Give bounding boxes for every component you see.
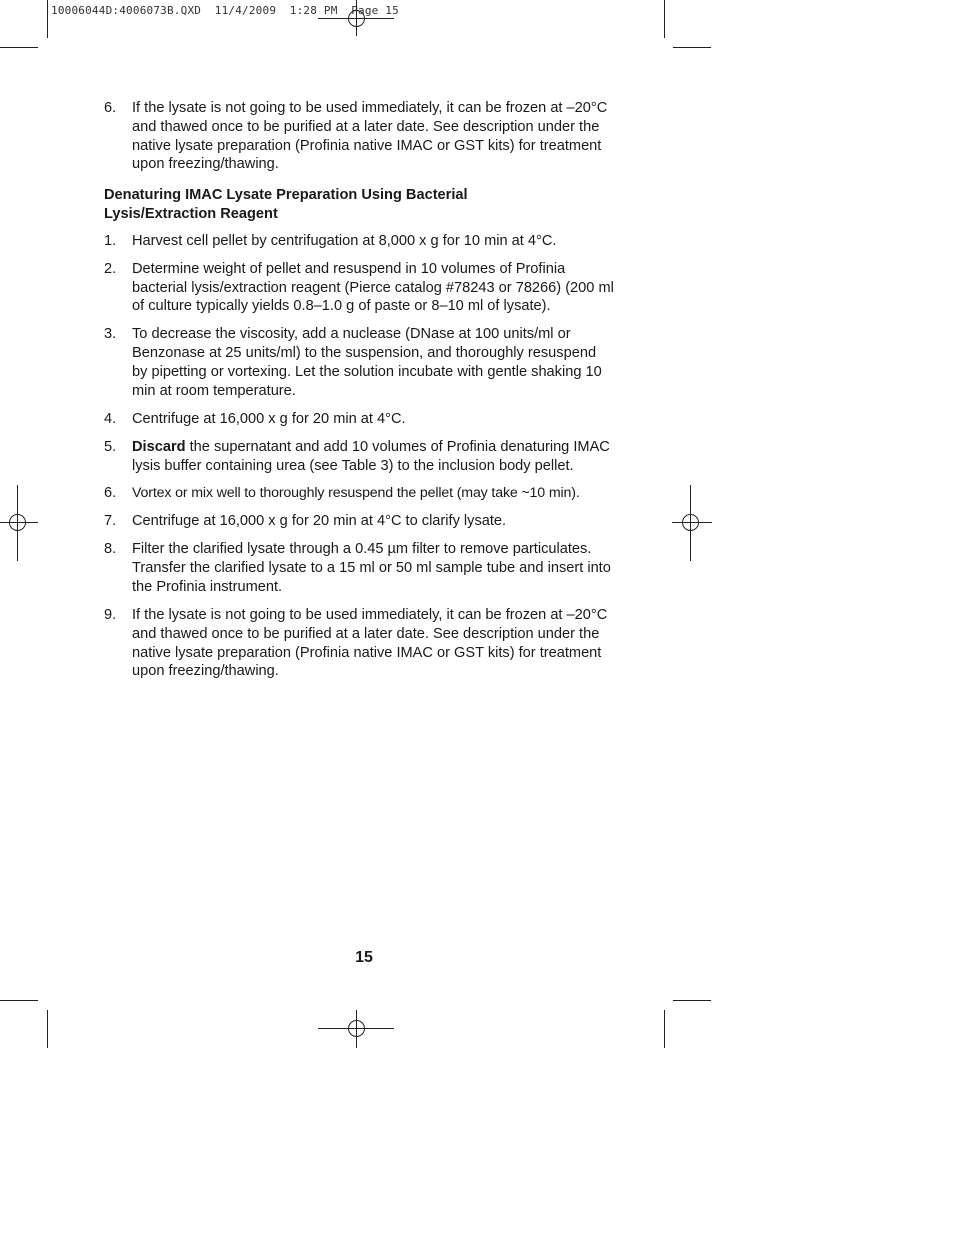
crop-mark-top-right-vertical bbox=[664, 0, 665, 38]
file-slug: 10006044D:4006073B.QXD 11/4/2009 1:28 PM Page 15 bbox=[51, 4, 399, 17]
list-item-text: Centrifuge at 16,000 x g for 20 min at 4°C. bbox=[132, 410, 406, 427]
list-item-number: 1. bbox=[104, 232, 117, 249]
list-item-text: the supernatant and add 10 volumes of Profinia denaturing IMAC lysis buffer containing urea (see Table 3) to the inclusion body pellet. bbox=[132, 438, 610, 474]
list-item-text: If the lysate is not going to be used immediately, it can be frozen at –20°C and thawed once to be purified at a later date. See description under the native lysate preparation (Profinia native IMAC or GST kits) for treatment upon freezing/thawing. bbox=[132, 607, 608, 680]
list-item bbox=[104, 410, 614, 429]
list-item-bold-lead: Discard bbox=[132, 438, 186, 455]
section-heading: Denaturing IMAC Lysate Preparation Using Bacterial Lysis/Extraction Reagent bbox=[104, 187, 468, 222]
registration-mark-left-icon bbox=[0, 485, 38, 561]
list-item-text: If the lysate is not going to be used immediately, it can be frozen at –20°C and thawed once to be purified at a later date. See description under the native lysate preparation (Profinia native IMAC or GST kits) for treatment upon freezing/thawing. bbox=[132, 100, 608, 173]
crop-mark-bottom-left-horizontal bbox=[0, 1000, 38, 1001]
list-item-number: 2. bbox=[104, 260, 117, 277]
crop-mark-top-left-vertical bbox=[47, 0, 48, 38]
list-item bbox=[104, 325, 614, 400]
crop-mark-top-right-horizontal bbox=[673, 47, 711, 48]
list-item bbox=[104, 438, 614, 476]
list-item-number: 4. bbox=[104, 410, 117, 427]
list-item bbox=[104, 232, 614, 251]
list-item-text: Determine weight of pellet and resuspend in 10 volumes of Profinia bacterial lysis/extraction reagent (Pierce catalog #78243 or 78266) (200 ml of culture typically yields 0.8–1.0 g of paste or 8–10 ml of lysate). bbox=[132, 260, 614, 315]
list-item-number: 5. bbox=[104, 438, 117, 455]
list-item-number: 6. bbox=[104, 485, 117, 502]
page-number: 15 bbox=[355, 949, 373, 966]
list-item-text: Vortex or mix well to thoroughly resuspend the pellet (may take ~10 min). bbox=[132, 485, 580, 502]
registration-mark-right-icon bbox=[672, 485, 712, 561]
list-item bbox=[104, 260, 614, 316]
list-item bbox=[104, 512, 614, 531]
crop-mark-top-left-horizontal bbox=[0, 47, 38, 48]
list-item-number: 7. bbox=[104, 513, 117, 530]
list-item bbox=[104, 540, 614, 596]
list-item-text: Harvest cell pellet by centrifugation at 8,000 x g for 10 min at 4°C. bbox=[132, 232, 557, 249]
document-body bbox=[104, 99, 614, 690]
list-item bbox=[104, 99, 614, 174]
list-item bbox=[104, 484, 614, 503]
list-item-text: Filter the clarified lysate through a 0.45 µm filter to remove particulates. Transfer the clarified lysate to a 15 ml or 50 ml sample tube and insert into the Profinia instrument. bbox=[132, 541, 611, 596]
list-item-number: 3. bbox=[104, 326, 117, 343]
list-item-number: 9. bbox=[104, 607, 117, 624]
list-item-text: To decrease the viscosity, add a nuclease (DNase at 100 units/ml or Benzonase at 25 units/ml) to the suspension, and thoroughly resuspend by pipetting or vortexing. Let the solution incubate with gentle shaking 10 min at room temperature. bbox=[132, 326, 602, 399]
crop-mark-bottom-right-horizontal bbox=[673, 1000, 711, 1001]
list-item bbox=[104, 606, 614, 681]
list-item-number: 6. bbox=[104, 100, 117, 116]
registration-mark-top-icon bbox=[318, 0, 394, 36]
registration-mark-bottom-icon bbox=[318, 1010, 394, 1048]
list-item-text: Centrifuge at 16,000 x g for 20 min at 4°C to clarify lysate. bbox=[132, 513, 507, 530]
list-item-number: 8. bbox=[104, 541, 117, 558]
crop-mark-bottom-right-vertical bbox=[664, 1010, 665, 1048]
crop-mark-bottom-left-vertical bbox=[47, 1010, 48, 1048]
